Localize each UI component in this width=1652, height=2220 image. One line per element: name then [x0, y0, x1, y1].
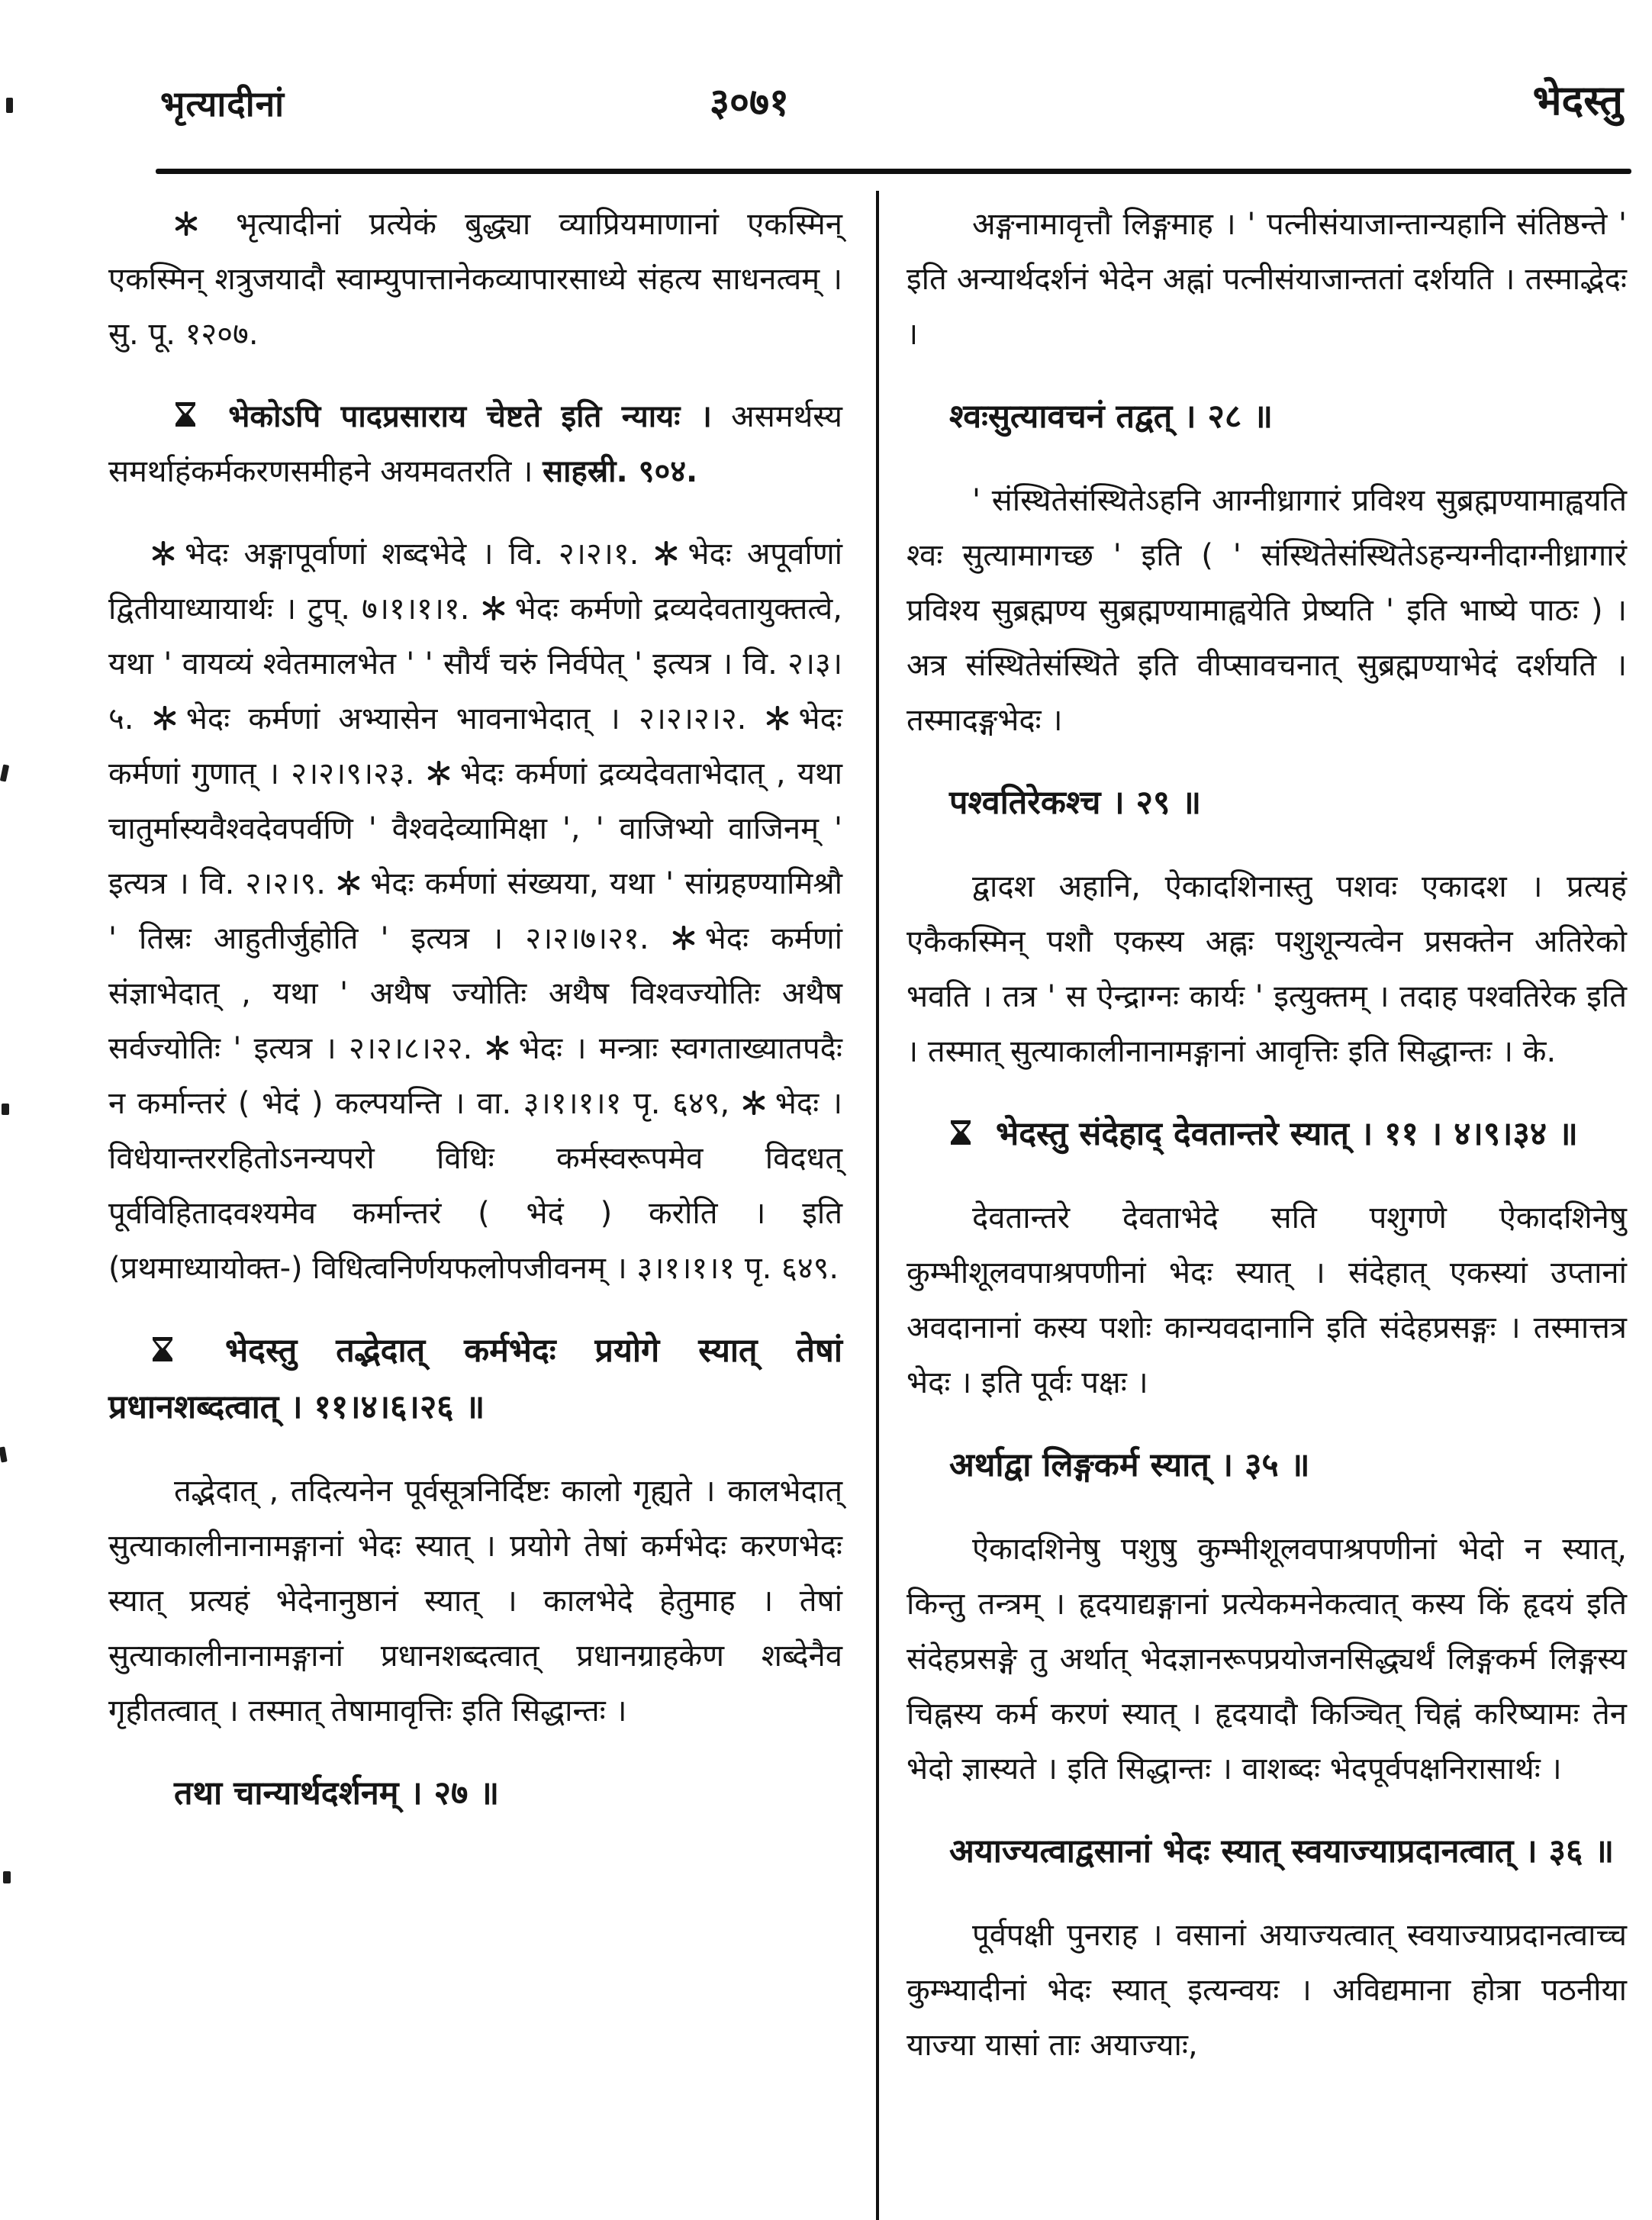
sutra-text: भेदस्तु तद्भेदात् कर्मभेदः प्रयोगे स्यात् तेषां प्रधानशब्दत्वात् । ११।४।६।२६ ॥ [108, 1332, 842, 1426]
sutra-text: अयाज्यत्वाद्वसानां भेदः स्यात् स्वयाज्याप्रदानत्वात् । ३६ ॥ [949, 1832, 1615, 1870]
commentary-text: द्वादश अहानि, ऐकादशिनास्तु पशवः एकादश । प्रत्यहं एकैकस्मिन् पशौ एकस्य अह्नः पशुशून्यत्वेन प्रसक्तेन अतिरेको भवति । तत्र ' स ऐन्द्राग्नः कार्यः ' इत्युक्तम् । तदाह पश्वतिरेक इति । तस्मात् सुत्याकालीनानामङ्गानां आवृत्तिः इति सिद्धान्तः । के. [907, 868, 1627, 1069]
scan-artifact [0, 764, 9, 781]
commentary-paragraph [907, 1522, 1627, 1796]
flower-asterisk-icon [654, 541, 678, 565]
commentary-paragraph [907, 473, 1627, 748]
entry-text: भेदः कर्मणां संज्ञाभेदात् , यथा ' अथैष ज्योतिः अथैष विश्वज्योतिः अथैष सर्वज्योतिः ' इत्यत्र । २।२।८।२२. [108, 921, 842, 1066]
entry-text: भेदः । विधेयान्तररहितोऽनन्यपरो विधिः कर्मस्वरूपमेव विदधत् पूर्वविहितादवश्यमेव कर्मान्तरं ( भेदं ) करोति । इति (प्रथमाध्यायोक्त-) विधित्वनिर्णयफलोपजीवनम् । ३।१।१।१ पृ. ६४९. [108, 1086, 842, 1286]
sutra-text: पश्वतिरेकश्च । २९ ॥ [949, 783, 1202, 822]
commentary-text: ' संस्थितेसंस्थितेऽहनि आग्नीध्रागारं प्रविश्य सुब्रह्मण्यामाह्वयति श्वः सुत्यामागच्छ ' इति ( ' संस्थितेसंस्थितेऽहन्यग्नीदाग्नीध्रागारं प्रविश्य सुब्रह्मण्य सुब्रह्मण्यामाह्वयेति प्रेष्यति ' इति भाष्ये पाठः ) । अत्र संस्थितेसंस्थिते इति वीप्सावचनात् सुब्रह्मण्याभेदं दर्शयति । तस्मादङ्गभेदः । [907, 482, 1627, 738]
nyaya-paragraph [108, 389, 842, 499]
flower-asterisk-icon [337, 871, 361, 895]
sutra-heading-36 [907, 1824, 1627, 1880]
flower-asterisk-icon [174, 211, 198, 236]
entry-text: भेदः कर्मणां अभ्यासेन भावनाभेदात् । २।२।२।२. [185, 701, 747, 736]
commentary-text: तद्भेदात् , तदित्यनेन पूर्वसूत्रनिर्दिष्टः कालो गृह्यते । कालभेदात् सुत्याकालीनानामङ्गानां भेदः स्यात् । प्रयोगे तेषां कर्मभेदः करणभेदः स्यात् प्रत्यहं भेदेनानुष्ठानं स्यात् । कालभेदे हेतुमाह । तेषां सुत्याकालीनानामङ्गानां प्रधानशब्दत्वात् प्रधानग्राहकेण शब्देनैव गृहीतत्वात् । तस्मात् तेषामावृत्तिः इति सिद्धान्तः । [108, 1473, 842, 1729]
bheda-entries-paragraph [108, 527, 842, 1296]
scan-artifact [2, 1104, 9, 1115]
sutra-heading-29 [907, 775, 1627, 832]
hourglass-mark-icon [151, 1332, 174, 1368]
running-head-right: भेदस्तु [1532, 76, 1623, 124]
bheda-entry [151, 536, 639, 572]
sutra-text: तथा चान्यार्थदर्शनम् । २७ ॥ [174, 1774, 500, 1812]
flower-asterisk-icon [742, 1091, 766, 1115]
sutra-text: भेदस्तु संदेहाद् देवतान्तरे स्यात् । ११ । ४।९।३४ ॥ [995, 1114, 1578, 1153]
commentary-text: देवतान्तरे देवताभेदे सति पशुगणे ऐकादशिनेषु कुम्भीशूलवपाश्रपणीनां भेदः स्यात् । संदेहात् एकस्यां उप्तानां अवदानानां कस्य पशोः कान्यवदानानि इति संदेहप्रसङ्गः । तस्मात्तत्र भेदः । इति पूर्वः पक्षः । [907, 1200, 1627, 1400]
entry-text: भेदः कर्मणां द्रव्यदेवताभेदात् , यथा चातुर्मास्यवैश्वदेवपर्वणि ' वैश्वदेव्यामिक्षा ', ' वाजिभ्यो वाजिनम् ' इत्यत्र । वि. २।२।९. [108, 756, 842, 901]
sutra-heading-27 [108, 1766, 842, 1822]
hourglass-mark-icon [949, 1116, 972, 1151]
entry-text: भेदः कर्मणां संख्यया, यथा ' सांग्रहण्यामिश्रौ ' तिस्रः आहुतीर्जुहोति ' इत्यत्र । २।२।७।२१. [108, 866, 843, 956]
running-head-left: भृत्यादीनां [160, 83, 285, 124]
commentary-text: अङ्गनामावृत्तौ लिङ्गमाह । ' पत्नीसंयाजान्तान्यहानि संतिष्ठन्ते ' इति अन्यार्थदर्शनं भेदेन अह्नां पत्नीसंयाजान्ततां दर्शयति । तस्माद्भेदः । [907, 207, 1627, 352]
flower-asterisk-icon [151, 541, 176, 565]
commentary-paragraph [108, 1464, 842, 1738]
header-rule [156, 169, 1631, 174]
commentary-paragraph [907, 859, 1627, 1079]
sutra-text: श्वःसुत्यावचनं तद्वत् । २८ ॥ [949, 398, 1273, 436]
flower-asterisk-icon [481, 596, 506, 620]
sutra-text: अर्थाद्वा लिङ्गकर्म स्यात् । ३५ ॥ [949, 1445, 1310, 1484]
entry-text: भृत्यादीनां प्रत्येकं बुद्ध्या व्याप्रियमाणानां एकस्मिन् एकस्मिन् शत्रुजयादौ स्वाम्युपात्तानेकव्यापारसाध्ये संहत्य साधनत्वम् । सु. पू. १२०७. [108, 207, 842, 352]
left-column [108, 197, 842, 1850]
entry-paragraph [108, 197, 842, 362]
entry-text: भेदः अपूर्वाणां द्वितीयाध्यायार्थः । टुप्. ७।१।१।१. [108, 536, 842, 627]
commentary-text: ऐकादशिनेषु पशुषु कुम्भीशूलवपाश्रपणीनां भेदो न स्यात्, किन्तु तन्त्रम् । हृदयाद्यङ्गानां प्रत्येकमनेकत्वात् कस्य किं हृदयं इति संदेहप्रसङ्गे तु अर्थात् भेदज्ञानरूपप्रयोजनसिद्ध्यर्थं लिङ्गकर्म लिङ्गस्य चिह्नस्य कर्म करणं स्यात् । हृदयादौ किञ्चित् चिह्नं करिष्यामः तेन भेदो ज्ञास्यते । इति सिद्धान्तः । वाशब्दः भेदपूर्वपक्षनिरासार्थः । [907, 1531, 1627, 1787]
sutra-heading-11-4-9-34 [907, 1107, 1627, 1163]
flower-asterisk-icon [671, 926, 696, 950]
scan-artifact [0, 1446, 8, 1462]
sutra-heading-35 [907, 1438, 1627, 1494]
right-column [907, 197, 1627, 2100]
flower-asterisk-icon [765, 706, 790, 730]
scan-artifact [6, 98, 13, 113]
bheda-entry [153, 701, 747, 736]
entry-text: भेदः कर्मणां गुणात् । २।२।९।२३. [108, 701, 842, 791]
entry-text: भेदः कर्मणो द्रव्यदेवतायुक्तत्वे, यथा ' वायव्यं श्वेतमालभेत ' ' सौर्यं चरुं निर्वपेत् ' इत्यत्र । वि. २।३।५. [108, 591, 842, 736]
entry-text: भेदः । मन्त्राः स्वगताख्यातपदैः न कर्मान्तरं ( भेदं ) कल्पयन्ति । वा. ३।१।१।१ पृ. ६४९, [108, 1031, 842, 1121]
page-number: ३०७१ [710, 80, 789, 124]
sutra-heading-28 [907, 389, 1627, 446]
nyaya-body-text: असमर्थस्य समर्थाहंकर्मकरणसमीहने अयमवतरति । [108, 399, 843, 489]
commentary-paragraph [907, 1191, 1627, 1410]
commentary-paragraph [907, 197, 1627, 362]
sutra-heading-11-4-6-26 [108, 1323, 842, 1436]
nyaya-reference: साहस्री. ९०४. [543, 454, 698, 489]
flower-asterisk-icon [153, 706, 177, 730]
hourglass-mark-icon [174, 398, 197, 433]
entry-text: भेदः अङ्गापूर्वाणां शब्दभेदे । वि. २।२।१. [185, 536, 639, 572]
column-divider-rule [876, 191, 879, 2220]
commentary-text: पूर्वपक्षी पुनराह । वसानां अयाज्यत्वात् स्वयाज्याप्रदानत्वाच्च कुम्भ्यादीनां भेदः स्यात् इत्यन्वयः । अविद्यमाना होत्रा पठनीया याज्या यासां ताः अयाज्याः, [907, 1917, 1627, 2063]
nyaya-lead-text: भेकोऽपि पादप्रसाराय चेष्टते इति न्यायः । [228, 399, 712, 434]
flower-asterisk-icon [427, 761, 451, 785]
flower-asterisk-icon [485, 1036, 510, 1060]
scan-artifact [3, 1871, 11, 1883]
commentary-paragraph [907, 1908, 1627, 2073]
